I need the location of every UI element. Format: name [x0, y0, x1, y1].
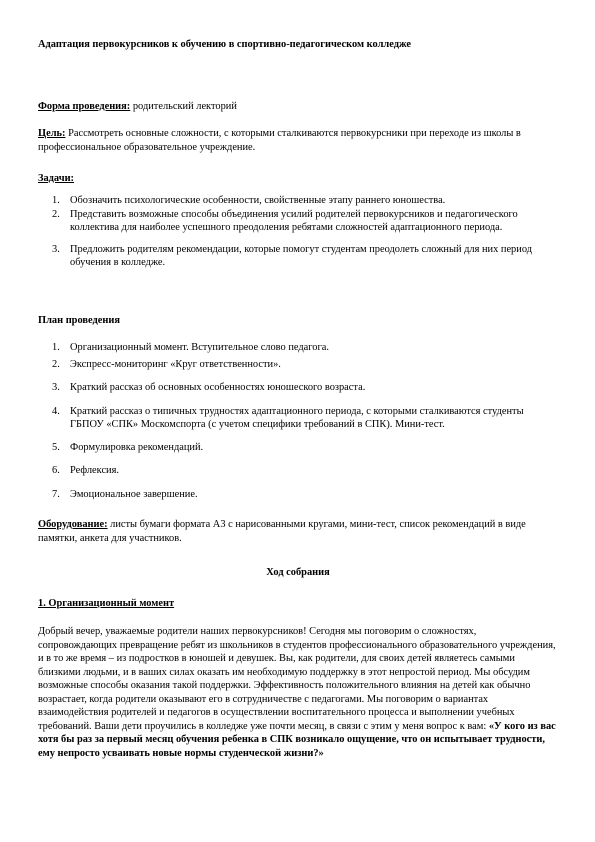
- list-item: 7. Эмоциональное завершение.: [52, 488, 198, 500]
- list-item: 1. Организационный момент. Вступительное слово педагога.: [52, 342, 329, 353]
- section-body-text: Добрый вечер, уважаемые родители наших первокурсников! Сегодня мы поговорим о сложностях, сопровождающих превращение ребят из школьников в студентов профессионального образовательного учреждения, и в то же время – из подростков в юношей и девушек. Вы, как родители, для своих детей являетесь самыми близкими людьми, и в ваших силах оказать им необходимую поддержку в этот непростой период. Мы обсудим возможные способы оказания такой поддержки. Эффективность положительного влияния на детей как обычно возрастает, когда родители оказывают его в сотрудничестве с педагогами. Мы поговорим о вариантах взаимодействия родителей и педагогов в осуществлении воспитательного процесса и выполнении учебных требований. Ваши дети проучились в колледже уже почти месяц, в связи с этим у меня вопрос к вам:: [38, 626, 556, 732]
- list-item: 2. Экспресс-мониторинг «Круг ответственности».: [52, 358, 281, 370]
- equipment-paragraph: [38, 518, 558, 545]
- meeting-heading: Ход собрания: [266, 567, 330, 578]
- tasks-heading: Задачи:: [38, 173, 75, 184]
- list-item: 5. Формулировка рекомендаций.: [52, 441, 204, 453]
- plan-heading: План проведения: [38, 315, 120, 326]
- form-paragraph: [38, 100, 558, 114]
- goal-paragraph: [38, 127, 558, 154]
- equipment-value: листы бумаги формата А3 с нарисованными кругами, мини-тест, список рекомендаций в виде памятки, анкета для участников.: [38, 519, 526, 544]
- list-item: 6. Рефлексия.: [52, 465, 119, 476]
- section-question: «У кого из вас хотя бы раз за первый месяц обучения ребенка в СПК возникало ощущение, что он испытывает трудности, ему непросто усваивать новые нормы студенческой жизни?»: [38, 720, 556, 759]
- list-item: 3. Краткий рассказ об основных особенностях юношеского возраста.: [52, 382, 366, 393]
- tasks-list: [38, 194, 558, 270]
- document-title: Адаптация первокурсников к обучению в спортивно-педагогическом колледже: [38, 39, 411, 50]
- list-item: 3. Предложить родителям рекомендации, которые помогут студентам преодолеть сложный для них период обучения в колледже.: [52, 243, 532, 268]
- list-item: 1. Обозначить психологические особенности, свойственные этапу раннего юношества.: [52, 195, 446, 206]
- list-item: 2. Представить возможные способы объединения усилий родителей первокурсников и педагогического коллектива для наиболее успешного преодоления ребятами сложностей адаптационного периода.: [52, 208, 518, 233]
- section-body: [38, 625, 558, 760]
- form-label: Форма проведения:: [38, 101, 131, 112]
- goal-value: Рассмотреть основные сложности, с которыми сталкиваются первокурсники при переходе из школы в профессиональное образовательное учреждение.: [38, 128, 521, 153]
- section-heading: 1. Организационный момент: [38, 598, 175, 609]
- plan-list: [38, 341, 558, 501]
- equipment-label: Оборудование:: [38, 519, 108, 530]
- list-item: 4. Краткий рассказ о типичных трудностях адаптационного периода, с которыми сталкиваются студенты ГБПОУ «СПК» Москомспорта (с учетом специфики требований в СПК). Мини-тест.: [52, 405, 524, 430]
- goal-label: Цель:: [38, 128, 66, 139]
- form-value: родительский лекторий: [130, 101, 237, 112]
